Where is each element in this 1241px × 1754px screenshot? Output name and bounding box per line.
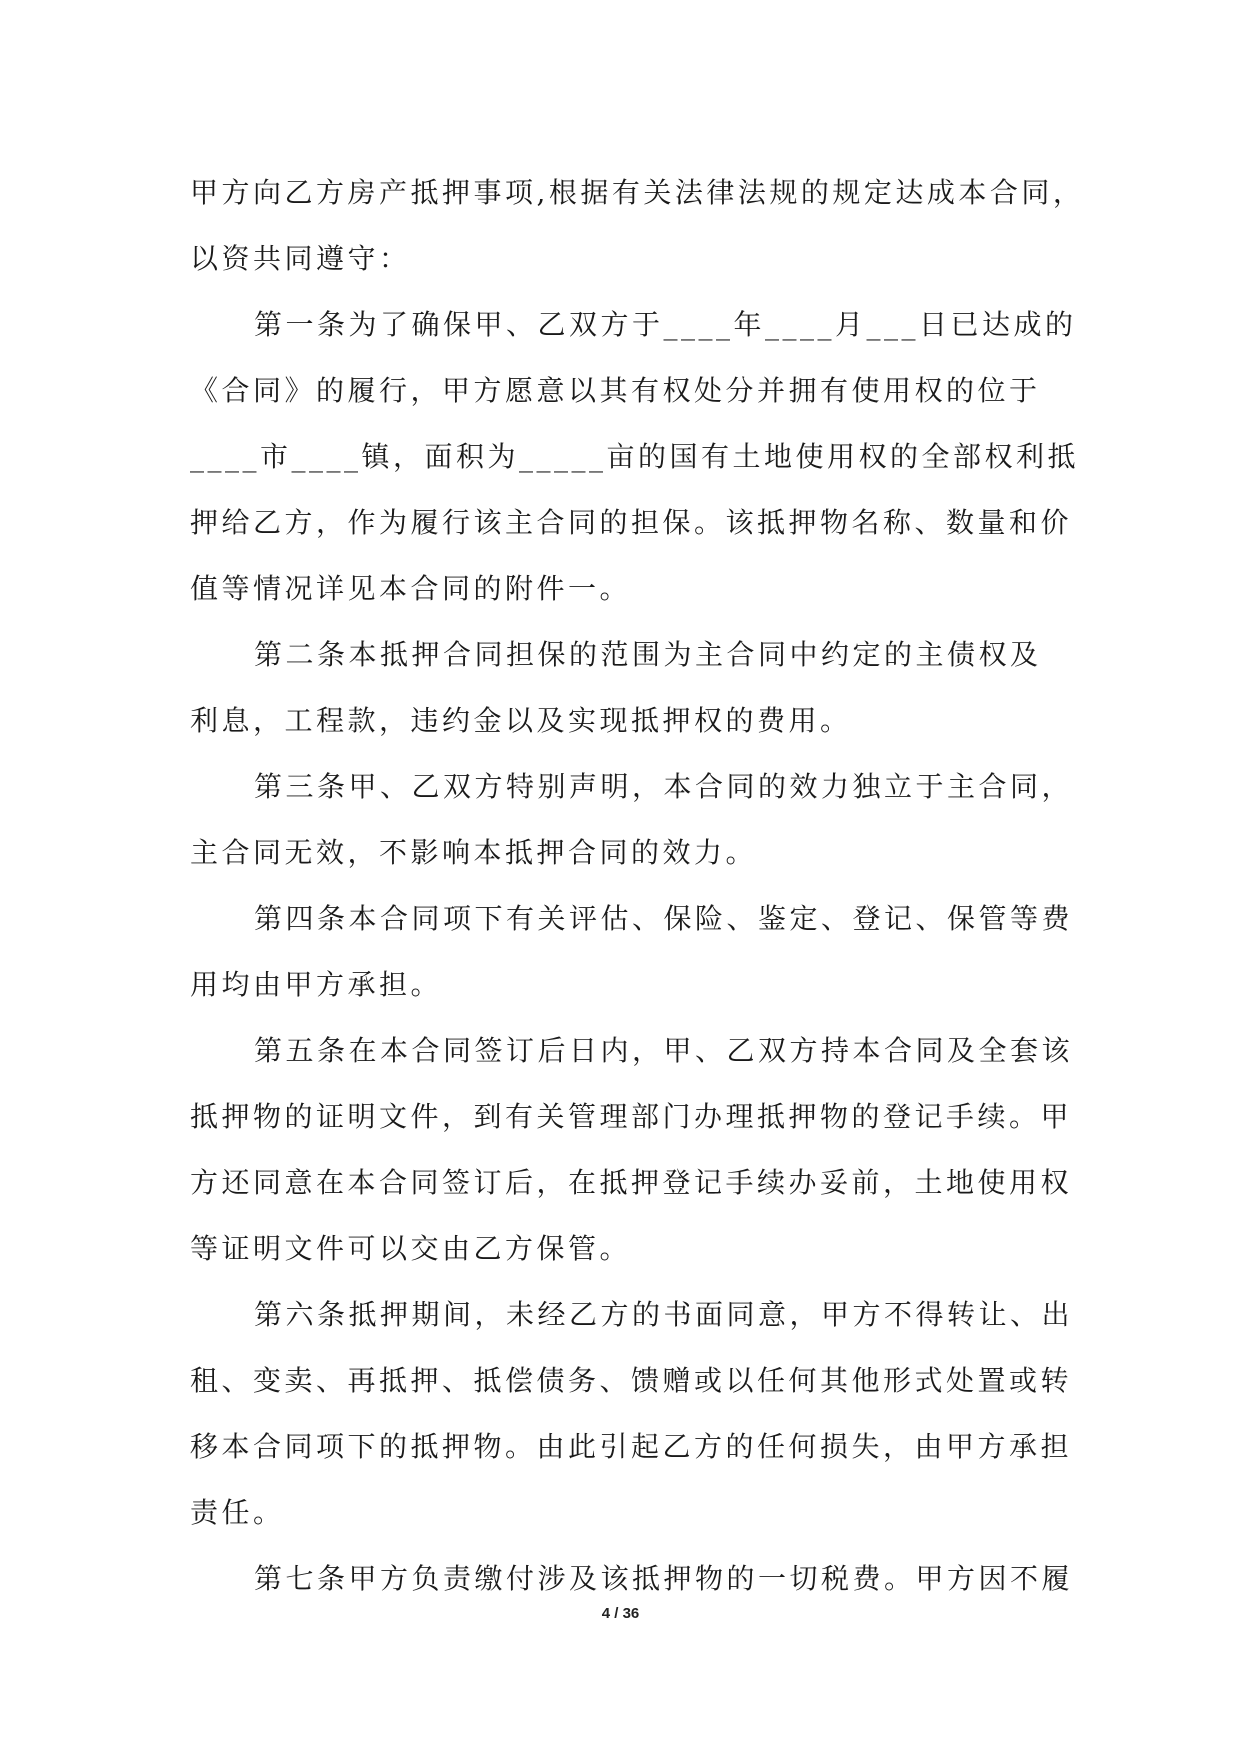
text-line: 方还同意在本合同签订后，在抵押登记手续办妥前，土地使用权 (190, 1166, 1073, 1199)
text-line: 抵押物的证明文件，到有关管理部门办理抵押物的登记手续。甲 (190, 1100, 1073, 1133)
text-line: 利息，工程款，违约金以及实现抵押权的费用。 (190, 704, 852, 737)
text-line: 等证明文件可以交由乙方保管。 (190, 1232, 632, 1265)
text-line: 甲方向乙方房产抵押事项,根据有关法律法规的规定达成本合同， (190, 176, 1085, 209)
contract-body (190, 160, 1085, 1612)
text-line: 责任。 (190, 1496, 285, 1529)
page-number: 4 / 36 (601, 1605, 640, 1622)
article-3-line: 第三条甲、乙双方特别声明，本合同的效力独立于主合同， (254, 770, 1074, 803)
article-4-line: 第四条本合同项下有关评估、保险、鉴定、登记、保管等费 (254, 902, 1074, 935)
article-7-line: 第七条甲方负责缴付涉及该抵押物的一切税费。甲方因不履 (254, 1562, 1074, 1595)
text-line: ____市____镇，面积为_____亩的国有土地使用权的全部权利抵 (190, 440, 1080, 473)
text-line: 主合同无效，不影响本抵押合同的效力。 (190, 836, 758, 869)
article-6-line: 第六条抵押期间，未经乙方的书面同意，甲方不得转让、出 (254, 1298, 1074, 1331)
text-line: 用均由甲方承担。 (190, 968, 443, 1001)
article-1-line: 第一条为了确保甲、乙双方于____年____月___日已达成的 (254, 308, 1077, 341)
article-5-line: 第五条在本合同签订后日内，甲、乙双方持本合同及全套该 (254, 1034, 1074, 1067)
text-line: 租、变卖、再抵押、抵偿债务、馈赠或以任何其他形式处置或转 (190, 1364, 1073, 1397)
article-2-line: 第二条本抵押合同担保的范围为主合同中约定的主债权及 (254, 638, 1042, 671)
text-line: 《合同》的履行，甲方愿意以其有权处分并拥有使用权的位于 (190, 374, 1041, 407)
text-line: 押给乙方，作为履行该主合同的担保。该抵押物名称、数量和价 (190, 506, 1073, 539)
text-line: 值等情况详见本合同的附件一。 (190, 572, 632, 605)
text-line: 移本合同项下的抵押物。由此引起乙方的任何损失，由甲方承担 (190, 1430, 1073, 1463)
text-line: 以资共同遵守： (190, 242, 411, 275)
